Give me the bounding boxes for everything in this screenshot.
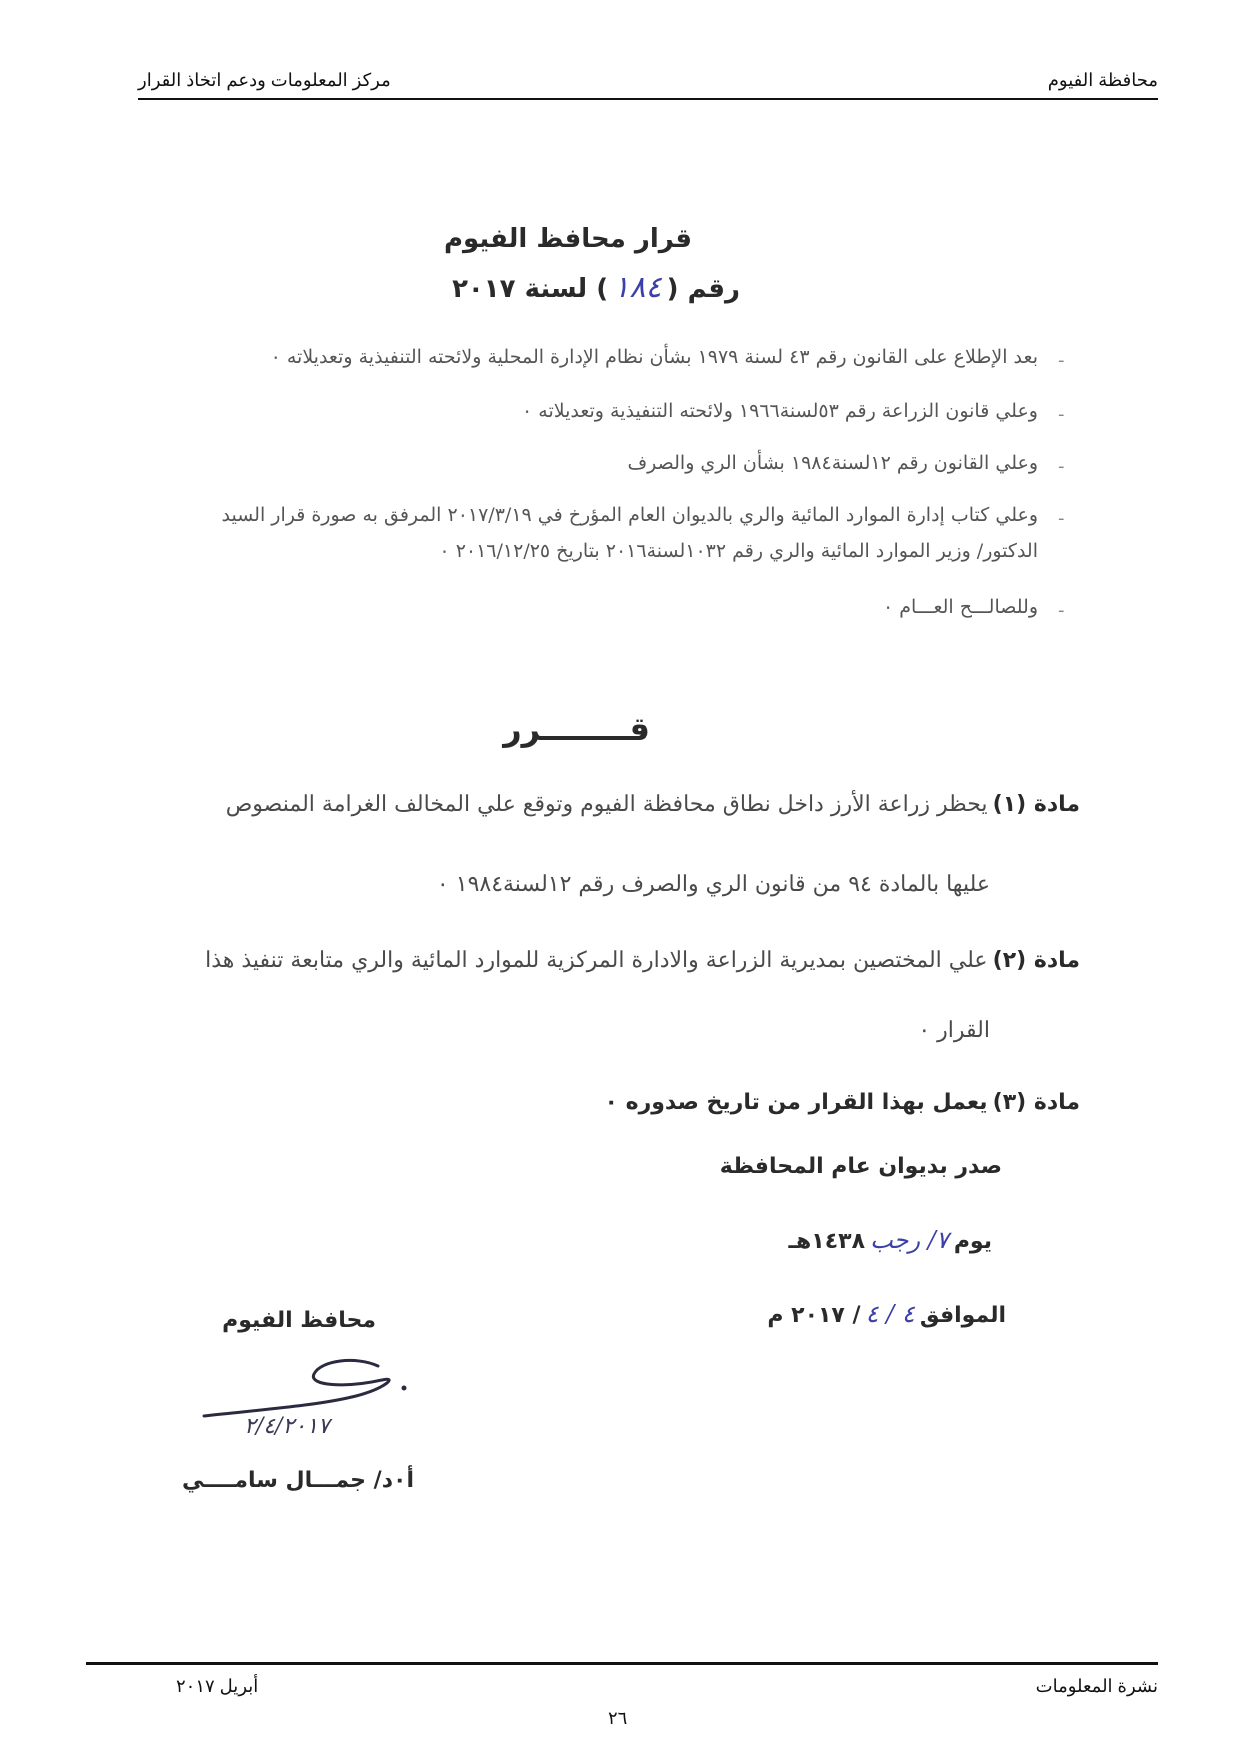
gregorian-handwritten: ٤ / ٤ bbox=[865, 1300, 915, 1328]
article-2 bbox=[205, 948, 1080, 973]
gregorian-date-line bbox=[767, 1300, 1006, 1328]
article-label: مادة (٢) bbox=[992, 948, 1080, 973]
recital-item: بعد الإطلاع على القانون رقم ٤٣ لسنة ١٩٧٩ بشأن نظام الإدارة المحلية ولائحته التنفيذية وتعديلاته ٠ bbox=[270, 346, 1038, 368]
gregorian-prefix: الموافق bbox=[919, 1303, 1006, 1328]
footer-rule bbox=[86, 1662, 1158, 1665]
article-text: يحظر زراعة الأرز داخل نطاق محافظة الفيوم وتوقع علي المخالف الغرامة المنصوص bbox=[225, 792, 988, 817]
recital-item: وعلي كتاب إدارة الموارد المائية والري بالديوان العام المؤرخ في ٢٠١٧/٣/١٩ المرفق به صورة قرار السيد bbox=[221, 504, 1038, 526]
article-label: مادة (١) bbox=[992, 792, 1080, 817]
hijri-date-line bbox=[789, 1226, 992, 1254]
article-text: يعمل بهذا القرار من تاريخ صدوره ٠ bbox=[604, 1090, 988, 1115]
signatory-title: محافظ الفيوم bbox=[222, 1308, 376, 1333]
header-rule bbox=[138, 98, 1158, 100]
article-1-continuation: عليها بالمادة ٩٤ من قانون الري والصرف رقم ١٢لسنة١٩٨٤ ٠ bbox=[436, 872, 990, 897]
recital-item-continuation: الدكتور/ وزير الموارد المائية والري رقم ١٠٣٢لسنة٢٠١٦ بتاريخ ٢٠١٦/١٢/٢٥ ٠ bbox=[439, 540, 1038, 562]
signature-handwritten-date: ٢/٤/٢٠١٧ bbox=[244, 1414, 330, 1439]
footer-publication: نشرة المعلومات bbox=[1035, 1676, 1158, 1696]
recital-bullet: - bbox=[1058, 404, 1065, 425]
footer-issue-date: أبريل ٢٠١٧ bbox=[176, 1676, 259, 1696]
header-center-name: مركز المعلومات ودعم اتخاذ القرار bbox=[138, 70, 391, 90]
article-1 bbox=[226, 792, 1080, 817]
recital-item: وعلي القانون رقم ١٢لسنة١٩٨٤ بشأن الري والصرف bbox=[627, 452, 1038, 474]
decree-number-line bbox=[452, 270, 740, 305]
article-label: مادة (٣) bbox=[992, 1090, 1080, 1115]
decision-heading: قــــــــرر bbox=[503, 710, 650, 748]
recital-item: وعلي قانون الزراعة رقم ٥٣لسنة١٩٦٦ ولائحته التنفيذية وتعديلاته ٠ bbox=[522, 400, 1038, 422]
recital-bullet: - bbox=[1058, 456, 1065, 477]
page-number: ٢٦ bbox=[608, 1708, 628, 1728]
header-governorate: محافظة الفيوم bbox=[1047, 70, 1158, 90]
signatory-name: أ٠د/ جمـــال سامــــي bbox=[182, 1468, 414, 1493]
decree-number-suffix: ) لسنة ٢٠١٧ bbox=[452, 274, 609, 304]
hijri-handwritten: ٧/ رجب bbox=[870, 1226, 949, 1254]
decree-number-handwritten: ١٨٤ bbox=[613, 270, 662, 305]
recital-bullet: - bbox=[1058, 350, 1065, 371]
article-2-continuation: القرار ٠ bbox=[918, 1018, 990, 1043]
article-3 bbox=[604, 1090, 1080, 1115]
article-text: علي المختصين بمديرية الزراعة والادارة المركزية للموارد المائية والري متابعة تنفيذ هذا bbox=[205, 948, 988, 973]
recital-item: وللصالـــح العـــام ٠ bbox=[882, 596, 1038, 618]
decree-number-prefix: رقم ( bbox=[666, 274, 740, 304]
recital-bullet: - bbox=[1058, 508, 1065, 529]
hijri-prefix: يوم bbox=[953, 1229, 992, 1254]
issued-at: صدر بديوان عام المحافظة bbox=[719, 1154, 1002, 1179]
decree-title: قرار محافظ الفيوم bbox=[443, 224, 692, 254]
hijri-year: ١٤٣٨هـ bbox=[788, 1229, 866, 1254]
recital-bullet: - bbox=[1058, 600, 1065, 621]
gregorian-year: / ٢٠١٧ م bbox=[767, 1303, 861, 1328]
